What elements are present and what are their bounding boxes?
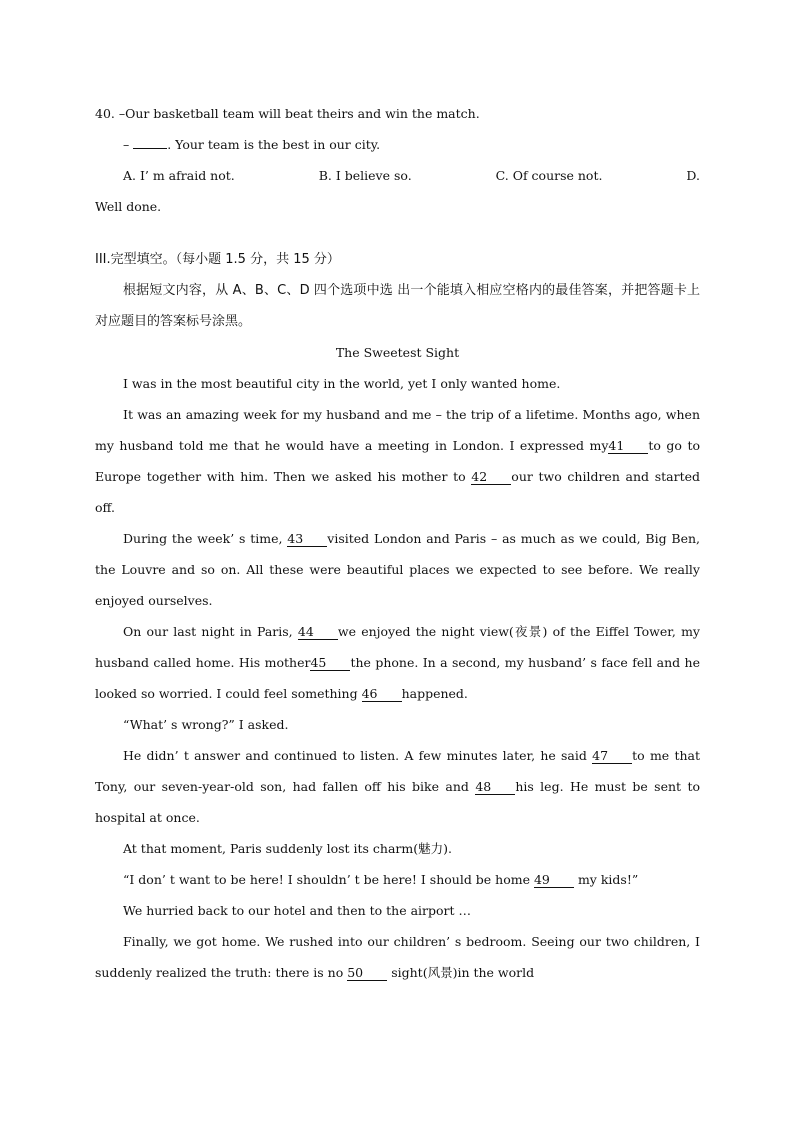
blank-46: 46 bbox=[362, 687, 402, 702]
option-d-label: D. bbox=[686, 168, 700, 183]
question-40-blank bbox=[133, 148, 167, 149]
blank-45: 45 bbox=[310, 656, 350, 671]
passage-paragraph-4: On our last night in Paris, 44 we enjoyed the night view(夜景) of the Eiffel Tower, my husband called home. His mother45 the phone. In a second, my husband’ s face fell and he looked so worried. I could feel something 46 happened. bbox=[95, 624, 700, 701]
option-b: B. I believe so. bbox=[318, 168, 412, 183]
passage-paragraph-1: I was in the most beautiful city in the world, yet I only wanted home. bbox=[123, 376, 561, 391]
question-40-options bbox=[95, 160, 700, 191]
option-c: C. Of course not. bbox=[495, 168, 603, 183]
passage-paragraph-9: We hurried back to our hotel and then to the airport … bbox=[123, 903, 472, 918]
section-heading: III.完型填空。（每小题 1.5 分，共 15 分） bbox=[95, 252, 340, 267]
blank-42: 42 bbox=[471, 470, 511, 485]
exam-page bbox=[95, 98, 700, 988]
blank-43: 43 bbox=[287, 532, 327, 547]
passage-paragraph-5: “What’ s wrong?” I asked. bbox=[123, 717, 289, 732]
section-instruction: 根据短文内容，从 A、B、C、D 四个选项中选 出一个能填入相应空格内的最佳答案，并把答题卡上对应题目的答案标号涂黑。 bbox=[95, 283, 700, 329]
passage-title: The Sweetest Sight bbox=[335, 345, 460, 360]
passage-paragraph-3: During the week’ s time, 43 visited London and Paris – as much as we could, Big Ben, the Louvre and so on. All these were beautiful places we expected to see before. We really enjoyed ourselves. bbox=[95, 531, 700, 608]
question-40-reply: – . Your team is the best in our city. bbox=[123, 137, 381, 152]
passage-paragraph-2: It was an amazing week for my husband and me – the trip of a lifetime. Months ago, when my husband told me that he would have a meeting in London. I expressed my41 to go to Europe together with him. Then we asked his mother to 42 our two children and started off. bbox=[95, 407, 700, 515]
option-a: A. I’ m afraid not. bbox=[123, 168, 235, 183]
blank-41: 41 bbox=[608, 439, 648, 454]
passage-paragraph-7: At that moment, Paris suddenly lost its charm(魅力). bbox=[123, 841, 452, 856]
passage-paragraph-10: Finally, we got home. We rushed into our children’ s bedroom. Seeing our two children, I suddenly realized the truth: there is no 50 sight(风景)in the world bbox=[95, 934, 700, 980]
blank-50: 50 bbox=[347, 966, 387, 981]
option-d-text: Well done. bbox=[95, 199, 162, 214]
blank-49: 49 bbox=[534, 873, 574, 888]
question-40-stem: 40. –Our basketball team will beat theirs and win the match. bbox=[95, 106, 480, 121]
passage-paragraph-6: He didn’ t answer and continued to listen. A few minutes later, he said 47 to me that Tony, our seven-year-old son, had fallen off his bike and 48 his leg. He must be sent to hospital at once. bbox=[95, 748, 700, 825]
blank-48: 48 bbox=[475, 780, 515, 795]
passage-paragraph-8: “I don’ t want to be here! I shouldn’ t be here! I should be home 49 my kids!” bbox=[123, 872, 639, 887]
blank-44: 44 bbox=[298, 625, 338, 640]
blank-47: 47 bbox=[592, 749, 632, 764]
